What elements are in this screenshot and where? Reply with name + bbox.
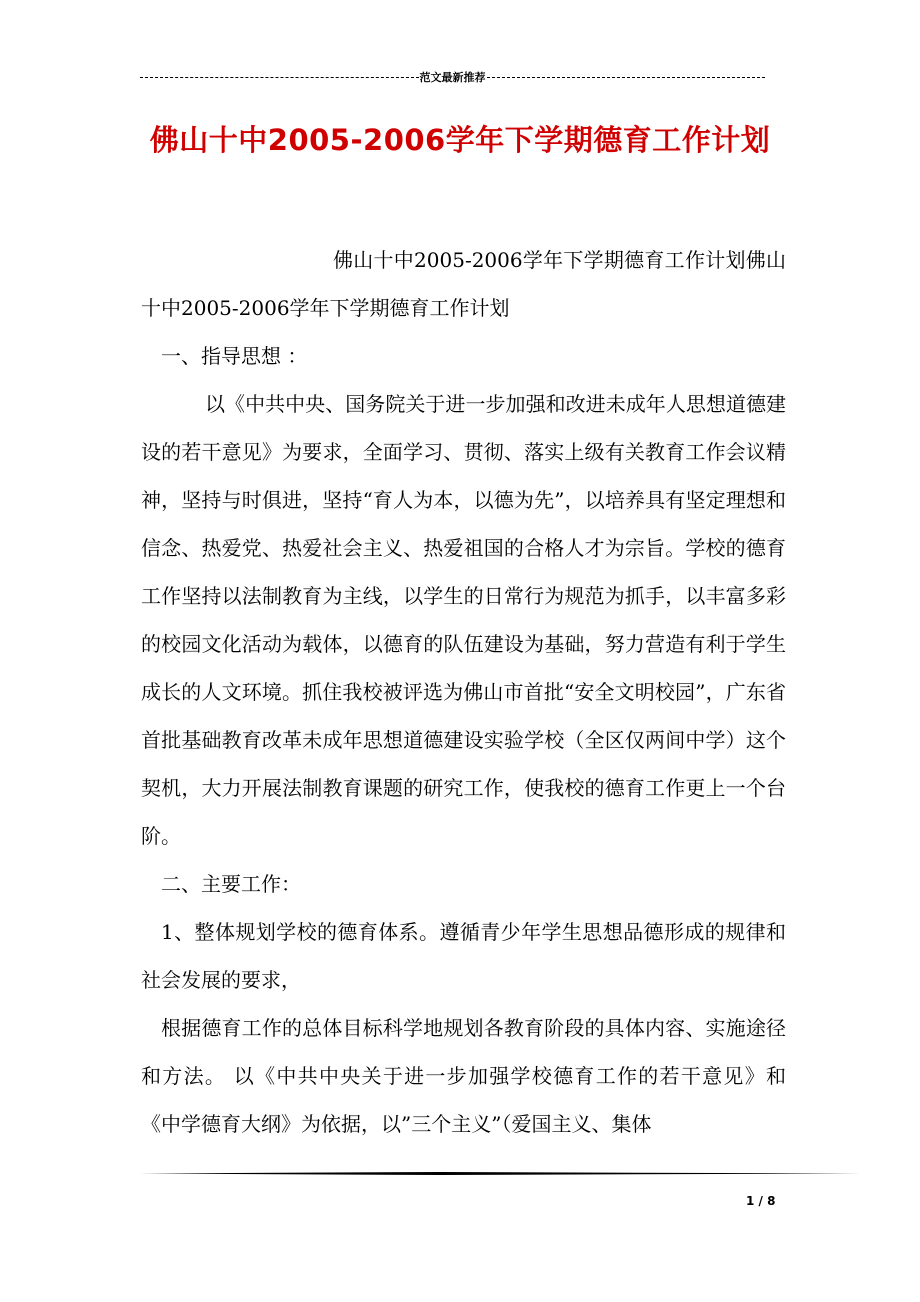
- page-number: 1 / 8: [746, 1194, 776, 1208]
- header-dash-left: [140, 77, 419, 78]
- document-title: 佛山十中2005-2006学年下学期德育工作计划: [149, 123, 771, 157]
- guiding-ideology-paragraph: 以《中共中央、国务院关于进一步加强和改进未成年人思想道德建设的若干意见》为要求，全面学习、贯彻、落实上级有关教育工作会议精神，坚持与时俱进，坚持“育人为本，以德为先”，以培养具有坚定理想和信念、热爱党、热爱社会主义、热爱祖国的合格人才为宗旨。学校的德育工作坚持以法制教育为主线，以学生的日常行为规范为抓手，以丰富多彩的校园文化活动为载体，以德育的队伍建设为基础，努力营造有利于学生成长的人文环境。抓住我校被评选为佛山市首批“安全文明校园”，广东省首批基础教育改革未成年思想道德建设实验学校（全区仅两间中学）这个契机，大力开展法制教育课题的研究工作，使我校的德育工作更上一个台阶。: [141, 392, 786, 848]
- document-body: [141, 236, 786, 1148]
- section-heading-main-work: 二、主要工作：: [161, 872, 301, 896]
- section-heading-guiding-ideology: 一、指导思想 ：: [161, 344, 308, 368]
- header-label: 范文最新推荐: [419, 71, 486, 84]
- header-dash-right: [487, 77, 766, 78]
- main-work-item-1: 1、整体规划学校的德育体系。遵循青少年学生思想品德形成的规律和社会发展的要求，: [141, 920, 786, 992]
- page-header: [140, 68, 765, 86]
- footer-rule: [140, 1172, 862, 1175]
- intro-paragraph: 佛山十中2005-2006学年下学期德育工作计划佛山十中2005-2006学年下学期德育工作计划: [141, 248, 786, 320]
- main-work-item-1-continued: 根据德育工作的总体目标科学地规划各教育阶段的具体内容、实施途径和方法。 以《中共中央关于进一步加强学校德育工作的若干意见》和《中学德育大纲》为依据，以”三个主义”（爱国主义、集体: [141, 1016, 786, 1136]
